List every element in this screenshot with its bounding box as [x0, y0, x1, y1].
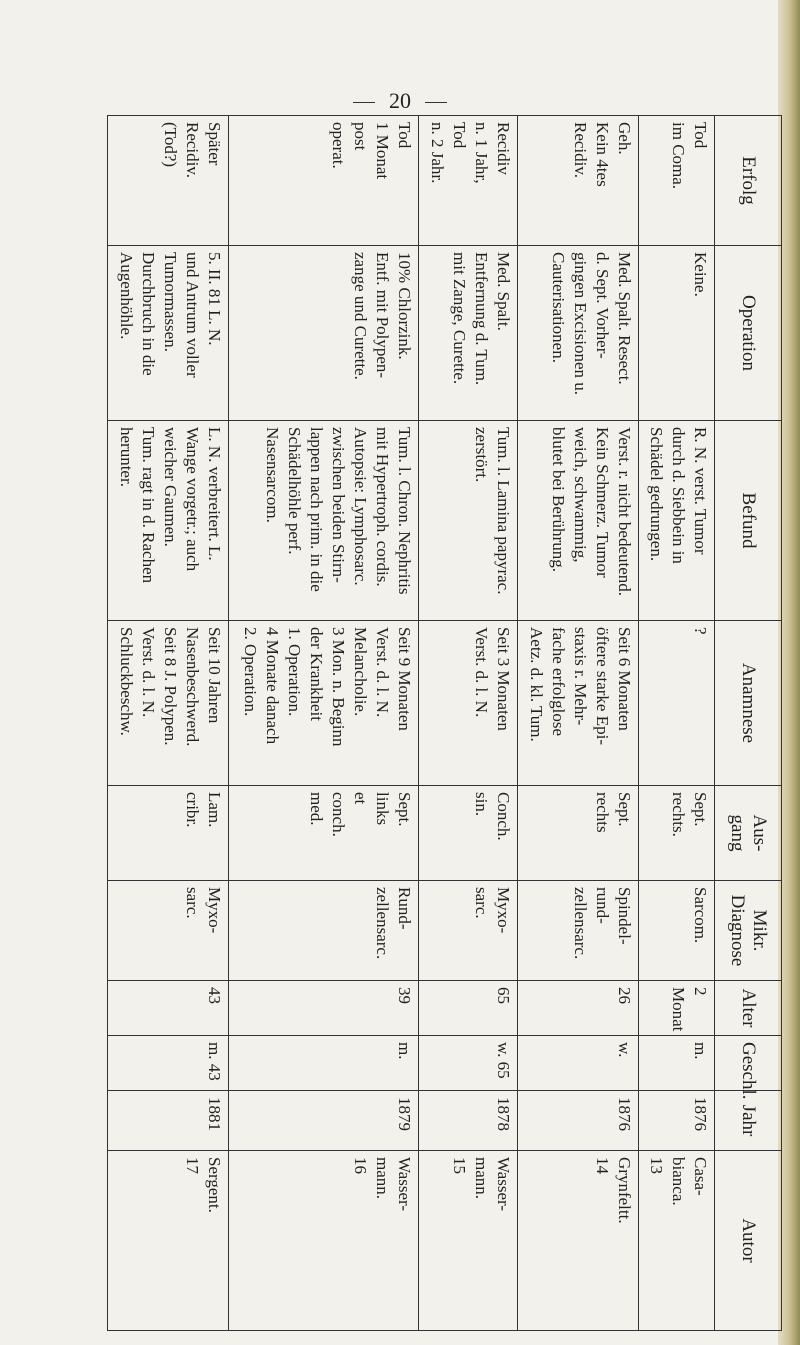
rotated-table-wrapper — [107, 115, 782, 1330]
dash-left — [353, 102, 375, 103]
cell-diagnose: Sarcom. — [639, 881, 715, 981]
cell-jahr: 1879 — [229, 1091, 419, 1151]
cell-anamnese: Seit 6 Monaten öftere starke Epi- staxis r. Mehr- fache erfolglose Aetz. d. kl. Tum. — [517, 621, 638, 786]
cell-alter: 2 Monat — [639, 981, 715, 1036]
cell-autor: Wasser- mann. 15 — [419, 1151, 518, 1331]
cell-diagnose: Spindel- rund- zellensarc. — [517, 881, 638, 981]
cell-befund: R. N. verst. Tumor durch d. Siebbein in Schädel gedrungen. — [639, 421, 715, 621]
cell-operation: 5. II. 81 L. N. und Antrum voller Tumormassen. Durchbruch in die Augenhöhle. — [108, 246, 229, 421]
cell-erfolg: Recidiv n. 1 Jahr, Tod n. 2 Jahr. — [419, 116, 518, 246]
cell-anamnese: Seit 10 Jahren Nasenbeschwerd. Seit 8 J. Polypen. Verst. d. l. N. Schluckbeschw. — [108, 621, 229, 786]
cell-operation: Keine. — [639, 246, 715, 421]
cell-erfolg: Geh. Kein 4tes Recidiv. — [517, 116, 638, 246]
cell-jahr: 1876 — [517, 1091, 638, 1151]
table-row — [108, 116, 229, 1331]
cell-erfolg: Später Recidiv. (Tod?) — [108, 116, 229, 246]
header-erfolg: Erfolg — [715, 116, 782, 246]
cell-diagnose: Myxo- sarc. — [419, 881, 518, 981]
cell-geschlecht: m. — [229, 1036, 419, 1091]
cell-autor: Wasser- mann. 16 — [229, 1151, 419, 1331]
cell-geschlecht: m. — [639, 1036, 715, 1091]
header-row — [715, 116, 782, 1331]
header-diagnose: Mikr. Diagnose — [715, 881, 782, 981]
cell-befund: Tum. l. Chron. Nephritis mit Hypertroph. cordis. Autopsie: Lymphosarc. zwischen beiden Stirn- lappen nach prim. in die Schädelhöhle perf. Nasensarcom. — [229, 421, 419, 621]
page-number: 20 — [389, 88, 411, 113]
cell-autor: Casa- bianca. 13 — [639, 1151, 715, 1331]
table-row — [517, 116, 638, 1331]
cell-ausgang: Lam. cribr. — [108, 786, 229, 881]
table-body — [108, 116, 782, 1331]
cell-jahr: 1881 — [108, 1091, 229, 1151]
cell-anamnese: Seit 9 Monaten Verst. d. l. N. Melancholie. 3 Mon. n. Beginn der Krankheit 1. Operation. 4 Monate danach 2. Operation. — [229, 621, 419, 786]
cell-erfolg: Tod 1 Monat post operat. — [229, 116, 419, 246]
cell-operation: Med. Spalt. Entfernung d. Tum. mit Zange, Curette. — [419, 246, 518, 421]
header-anamnese: Anamnese — [715, 621, 782, 786]
cell-autor: Grynfeltt. 14 — [517, 1151, 638, 1331]
cell-erfolg: Tod im Coma. — [639, 116, 715, 246]
cell-anamnese: ? — [639, 621, 715, 786]
header-operation: Operation — [715, 246, 782, 421]
cell-geschlecht: m. 43 — [108, 1036, 229, 1091]
table-row — [419, 116, 518, 1331]
cell-anamnese: Seit 3 Monaten Verst. d. l. N. — [419, 621, 518, 786]
cell-jahr: 1878 — [419, 1091, 518, 1151]
cell-ausgang: Conch. sin. — [419, 786, 518, 881]
cell-ausgang: Sept. links et conch. med. — [229, 786, 419, 881]
cell-befund: Verst. r. nicht bedeutend. Kein Schmerz. Tumor weich, schwammig, blutet bei Berührung. — [517, 421, 638, 621]
table-row — [229, 116, 419, 1331]
cell-ausgang: Sept. rechts — [517, 786, 638, 881]
cell-autor: Sergent. 17 — [108, 1151, 229, 1331]
cell-ausgang: Sept. rechts. — [639, 786, 715, 881]
dash-right — [425, 102, 447, 103]
header-ausgang: Aus- gang — [715, 786, 782, 881]
cell-operation: 10% Chlorzink. Entf. mit Polypen- zange und Curette. — [229, 246, 419, 421]
table-row — [639, 116, 715, 1331]
cell-befund: Tum. l. Lamina papyrac. zerstört. — [419, 421, 518, 621]
cell-jahr: 1876 — [639, 1091, 715, 1151]
cell-alter: 26 — [517, 981, 638, 1036]
header-befund: Befund — [715, 421, 782, 621]
cell-alter: 43 — [108, 981, 229, 1036]
cell-diagnose: Rund- zellensarc. — [229, 881, 419, 981]
cell-befund: L. N. verbreitert. L. Wange vorgetr.; auch weicher Gaumen. Tum. ragt in d. Rachen herunter. — [108, 421, 229, 621]
page-number-line — [0, 88, 800, 114]
cell-geschlecht: w. 65 — [419, 1036, 518, 1091]
header-alter: Alter — [715, 981, 782, 1036]
cell-diagnose: Myxo- sarc. — [108, 881, 229, 981]
cell-alter: 39 — [229, 981, 419, 1036]
header-jahr: Jahr — [715, 1091, 782, 1151]
cell-alter: 65 — [419, 981, 518, 1036]
header-autor: Autor — [715, 1151, 782, 1331]
cell-geschlecht: w. — [517, 1036, 638, 1091]
cell-operation: Med. Spalt. Resect. d. Sept. Vorher- gingen Excisionen u. Cauterisationen. — [517, 246, 638, 421]
header-geschlecht: Geschl. — [715, 1036, 782, 1091]
case-table — [107, 115, 782, 1331]
